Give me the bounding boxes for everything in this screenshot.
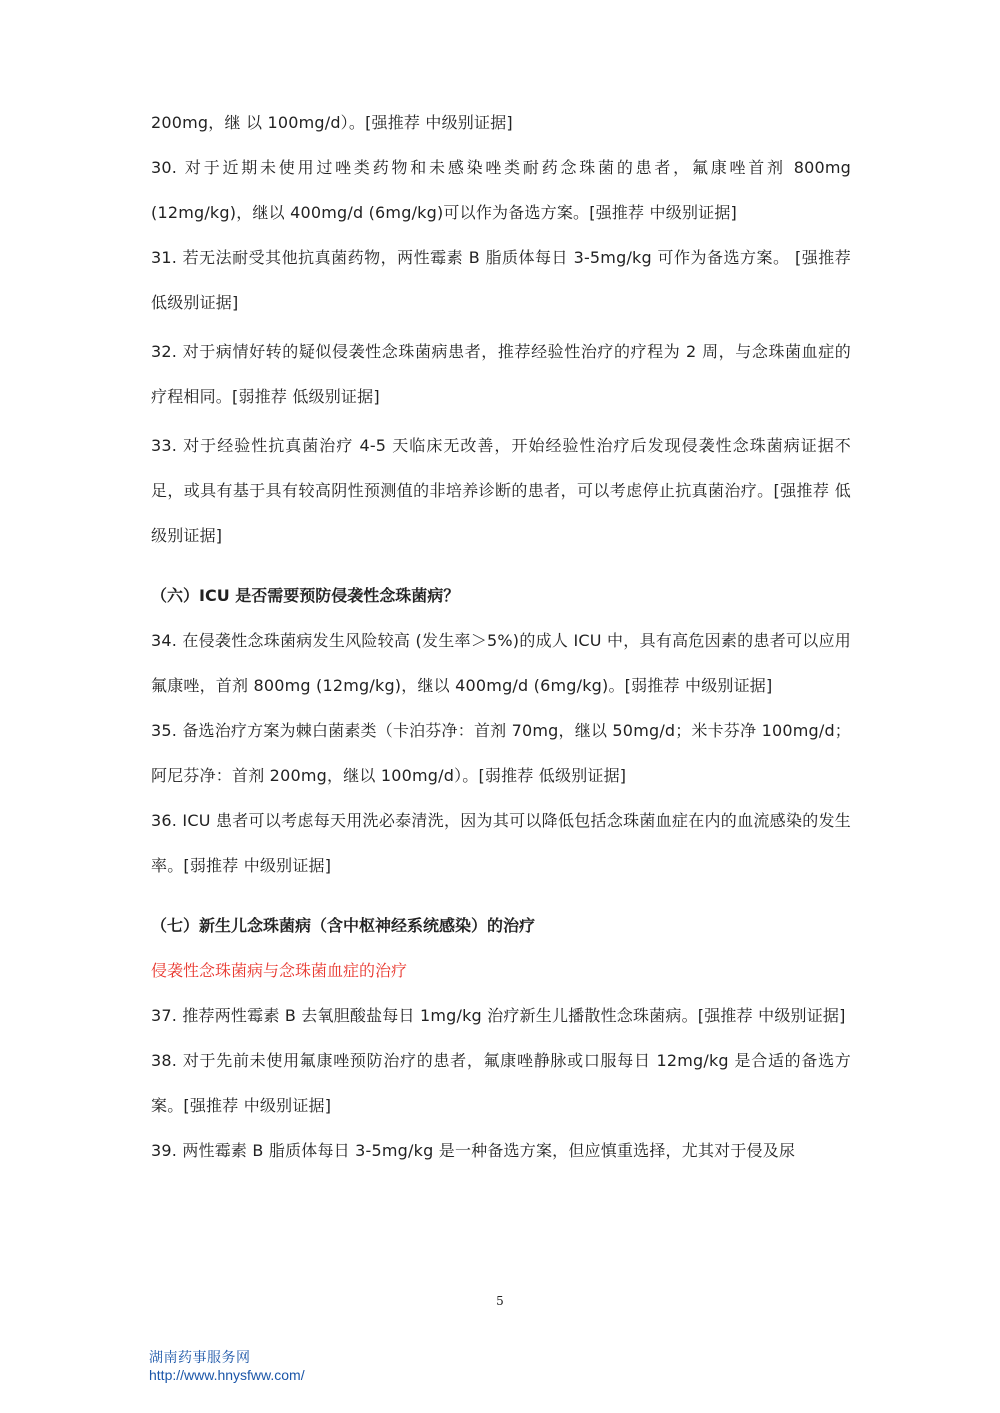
section-heading-6: （六）ICU 是否需要预防侵袭性念珠菌病？ [151,586,460,605]
recommendation-37: 37. 推荐两性霉素 B 去氧胆酸盐每日 1mg/kg 治疗新生儿播散性念珠菌病。[强推荐 中级别证据] [151,1006,846,1025]
recommendation-39: 39. 两性霉素 B 脂质体每日 3-5mg/kg 是一种备选方案，但应慎重选择，尤其对于侵及尿 [151,1141,796,1160]
recommendation-30: 30. 对于近期未使用过唑类药物和未感染唑类耐药念珠菌的患者，氟康唑首剂 800mg (12mg/kg)，继以 400mg/d (6mg/kg)可以作为备选方案。[强推荐 中级别证据] [151,158,851,222]
footer [149,1350,305,1384]
recommendation-31: 31. 若无法耐受其他抗真菌药物，两性霉素 B 脂质体每日 3-5mg/kg 可作为备选方案。 [强推荐 低级别证据] [151,248,851,312]
document-body [151,100,851,1173]
paragraph-continuation: 200mg，继 以 100mg/d）。[强推荐 中级别证据] [151,113,513,132]
recommendation-34: 34. 在侵袭性念珠菌病发生风险较高 (发生率＞5%)的成人 ICU 中，具有高危因素的患者可以应用氟康唑，首剂 800mg (12mg/kg)，继以 400mg/d (6mg/kg)。[弱推荐 中级别证据] [151,631,851,695]
page-number: 5 [496,1294,504,1308]
recommendation-33: 33. 对于经验性抗真菌治疗 4-5 天临床无改善，开始经验性治疗后发现侵袭性念珠菌病证据不足，或具有基于具有较高阴性预测值的非培养诊断的患者，可以考虑停止抗真菌治疗。[强推荐 低级别证据] [151,436,851,545]
recommendation-36: 36. ICU 患者可以考虑每天用洗必泰清洗，因为其可以降低包括念珠菌血症在内的血流感染的发生率。[弱推荐 中级别证据] [151,811,851,875]
recommendation-38: 38. 对于先前未使用氟康唑预防治疗的患者，氟康唑静脉或口服每日 12mg/kg 是合适的备选方案。[强推荐 中级别证据] [151,1051,851,1115]
subsection-heading: 侵袭性念珠菌病与念珠菌血症的治疗 [151,961,408,980]
footer-url-link[interactable]: http://www.hnysfww.com/ [149,1367,305,1383]
recommendation-35: 35. 备选治疗方案为棘白菌素类（卡泊芬净：首剂 70mg，继以 50mg/d；米卡芬净 100mg/d；阿尼芬净：首剂 200mg，继以 100mg/d）。[弱推荐 低级别证据] [151,721,851,785]
section-heading-7: （七）新生儿念珠菌病（含中枢神经系统感染）的治疗 [151,916,536,935]
footer-site-name: 湖南药事服务网 [149,1350,251,1366]
recommendation-32: 32. 对于病情好转的疑似侵袭性念珠菌病患者，推荐经验性治疗的疗程为 2 周，与念珠菌血症的疗程相同。[弱推荐 低级别证据] [151,342,851,406]
